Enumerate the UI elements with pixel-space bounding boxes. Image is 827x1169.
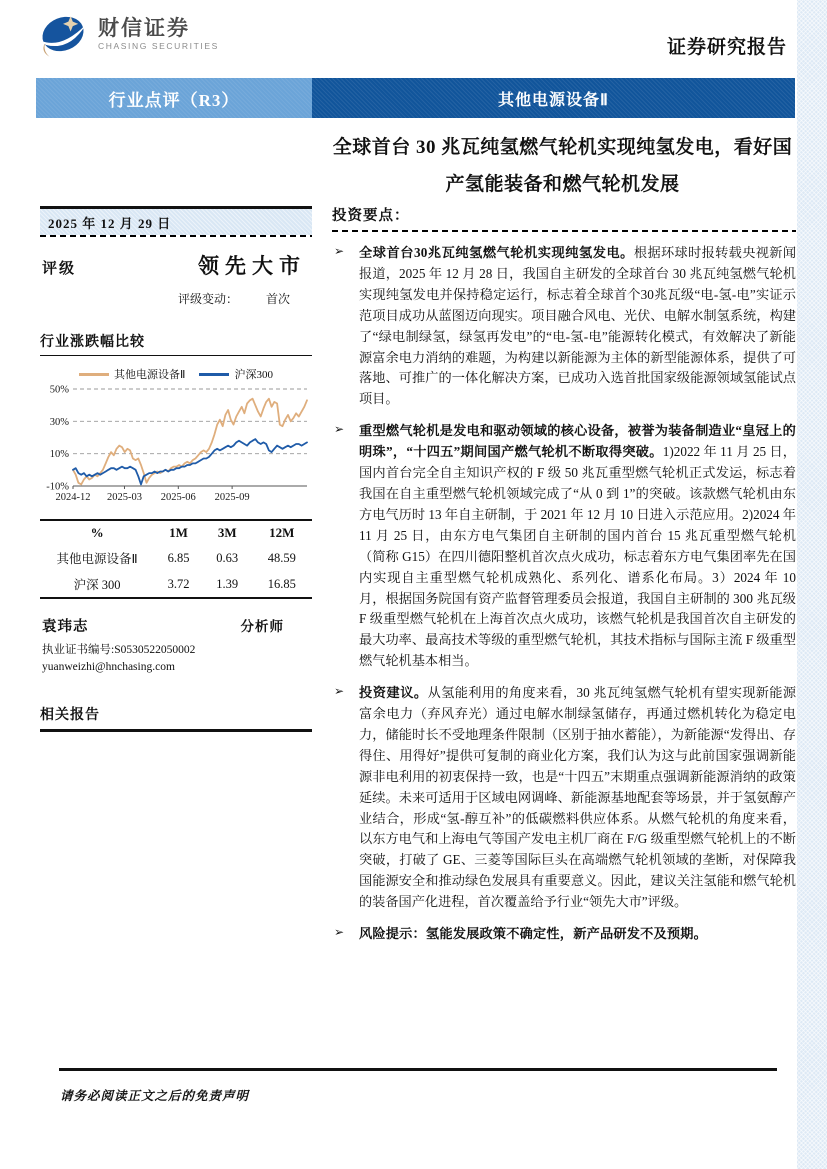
- divider-dashed: [40, 235, 312, 237]
- svg-text:2025-09: 2025-09: [214, 492, 250, 504]
- legend-swatch-industry: [79, 373, 109, 376]
- row-label: 沪深 300: [73, 578, 121, 593]
- section-heading: 投资要点：: [332, 208, 410, 224]
- cell-value: 48.59: [267, 550, 296, 565]
- table-row: [40, 545, 312, 571]
- svg-text:2025-03: 2025-03: [106, 492, 142, 504]
- legend-item: [79, 366, 185, 382]
- brand-name-en: CHASING SECURITIES: [98, 41, 219, 52]
- rating-label: 评级: [42, 260, 77, 277]
- report-title: 全球首台 30 兆瓦纯氢燃气轮机实现纯氢发电，看好国产氢能装备和燃气轮机发展: [332, 137, 793, 195]
- svg-text:-10%: -10%: [46, 481, 69, 493]
- divider: [40, 355, 312, 357]
- bullet-lead: 风险提示：氢能发展政策不确定性，新产品研发不及预期。: [359, 926, 708, 942]
- bullet-arrow-icon: ➢: [334, 684, 345, 699]
- bullet-lead: 全球首台30兆瓦纯氢燃气轮机实现纯氢发电。: [359, 245, 634, 260]
- bullet-text: 从氢能利用的角度来看，30 兆瓦纯氢燃气轮机有望实现新能源富余电力（弃风弃光）通过电解水制绿氢储存，再通过燃机转化为稳定电力，储能时长不受地理条件限制（区别于抽水蓄能），为新能源“发得出、存得住、用得好”提供可复制的商业化方案，我们认为这与此前国家强调新能源非电利用的初衷保持一致，也是“十四五”末期重点强调新能源消纳的政策延续。未来可适用于区域电网调峰、新能源基地配套等场景，并于氢氨醇产业结合，形成“氢-醇互补”的低碳燃料供应体系。从燃气轮机的角度来看，以东方电气和上海电气等国产发电主机厂商在 F/G 级重型燃气轮机上的不断突破，打破了 GE、三菱等国际巨头在高端燃气轮机领域的垄断，对保障我国能源安全和推动绿色发展具有重要意义。因此，建议关注氢能和燃气轮机的装备国产化进程，首次覆盖给予行业“领先大市”评级。: [359, 685, 797, 910]
- column-header: 12M: [269, 525, 295, 541]
- bullet-arrow-icon: ➢: [334, 925, 345, 940]
- row-label: 其他电源设备Ⅱ: [56, 552, 138, 567]
- related-reports-heading: 相关报告: [40, 708, 100, 724]
- disclaimer-note: 请务必阅读正文之后的免责声明: [60, 1089, 250, 1103]
- divider-dashed: [332, 230, 796, 232]
- performance-table: [40, 519, 312, 599]
- report-date: 2025 年 12 月 29 日: [40, 209, 312, 235]
- analyst-role: 分析师: [240, 619, 284, 635]
- brand-name-cn: 财信证券: [98, 15, 190, 40]
- cell-value: 1.39: [216, 576, 239, 591]
- divider: [40, 729, 312, 732]
- cell-value: 6.85: [167, 550, 190, 565]
- bullet-arrow-icon: ➢: [334, 244, 345, 258]
- analyst-email[interactable]: yuanweizhi@hnchasing.com: [42, 661, 175, 674]
- rating-value: 领先大市: [198, 253, 306, 278]
- brand-logo: [36, 10, 219, 58]
- column-header: %: [90, 525, 104, 541]
- report-body: [332, 204, 796, 945]
- chart-legend: [40, 366, 312, 382]
- report-category-bar: 行业点评（R3）: [36, 78, 312, 118]
- chart-title: 行业涨跌幅比较: [40, 334, 145, 350]
- page-edge-decoration: [797, 0, 827, 1169]
- svg-text:2025-06: 2025-06: [160, 492, 196, 504]
- bullet-text: 1)2022 年 11 月 25 日，国内首台完全自主知识产权的 F 级 50 兆瓦重型燃气轮机正式发运，标志着我国在自主重型燃气轮机领域完成了“从 0 到 1”的突破。该款燃气轮机由东方电气历时 13 年自主研制，于 2021 年 12 月 10 日进入示范应用。2)2024 年 11 月 25 日，由东方电气集团自主研制的国内首台 15 兆瓦重型燃气轮机（简称 G15）在四川德阳整机首次点火成功，标志着东方电气集团率先在国内实现自主重型燃气轮机成熟化、系列化、谱系化布局。3）2024 年 10 月，根据国务院国有资产监督管理委员会报道，我国自主研制的 300 兆瓦级 F 级重型燃气轮机在上海首次点火成功，该燃气轮机是我国首次自主研发的最大功率、最高技术等级的重型燃气轮机，其技术指标与国际主流 F 级重型燃气轮机基本相当。: [359, 444, 796, 669]
- bullet-item: [332, 243, 796, 410]
- industry-performance-chart: [40, 382, 312, 504]
- rating-change-value: 首次: [265, 291, 290, 306]
- bullet-lead: 重型燃气轮机是发电和驱动领域的核心设备，被誉为装备制造业“皇冠上的明珠”，“十四五”期间国产燃气轮机不断取得突破。: [359, 423, 796, 460]
- bullet-text: 根据环球时报转载央视新闻报道，2025 年 12 月 28 日，我国自主研发的全球首台 30 兆瓦纯氢燃气轮机实现纯氢发电并保持稳定运行，标志着全球首个30兆瓦级“电-氢-电”实证示范项目成功从蓝图迈向现实。项目融合风电、光伏、电解水制氢系统，构建了“绿电制绿氢，绿氢再发电”的“电-氢-电”能源转化模式，有效解决了新能源富余电力消纳的难题，为构建以新能源为主体的新型能源体系，提供了可落地、可推广的一体化解决方案，已成功入选首批国家级能源领域氢能试点项目。: [359, 245, 797, 407]
- bullet-arrow-icon: ➢: [334, 422, 345, 437]
- table-header-row: [40, 520, 312, 545]
- cell-value: 0.63: [216, 550, 239, 565]
- column-header: 1M: [169, 525, 188, 541]
- legend-item: [199, 366, 273, 382]
- svg-text:50%: 50%: [49, 384, 69, 396]
- cell-value: 3.72: [167, 576, 190, 591]
- bullet-item: [332, 924, 796, 945]
- cell-value: 16.85: [267, 576, 296, 591]
- analyst-name: 袁玮志: [42, 619, 89, 636]
- column-header: 3M: [217, 525, 237, 541]
- svg-text:30%: 30%: [49, 417, 69, 429]
- legend-swatch-index: [199, 373, 229, 376]
- svg-text:2024-12: 2024-12: [55, 492, 91, 504]
- brand-logo-icon: [36, 10, 90, 58]
- table-row: [40, 571, 312, 598]
- analyst-license: 执业证书编号:S0530522050002: [42, 644, 196, 657]
- bullet-item: [332, 421, 796, 672]
- footer-divider: [59, 1068, 777, 1071]
- industry-name-bar: 其他电源设备Ⅱ: [312, 78, 795, 118]
- legend-label-industry: 其他电源设备Ⅱ: [114, 369, 186, 382]
- rating-change-label: 评级变动：: [177, 291, 238, 306]
- bullet-item: [332, 683, 796, 913]
- svg-text:10%: 10%: [49, 449, 69, 461]
- legend-label-index: 沪深300: [234, 369, 273, 382]
- bullet-lead: 投资建议。: [359, 685, 428, 701]
- sidebar: [40, 206, 312, 732]
- report-type-label: 证券研究报告: [666, 37, 787, 58]
